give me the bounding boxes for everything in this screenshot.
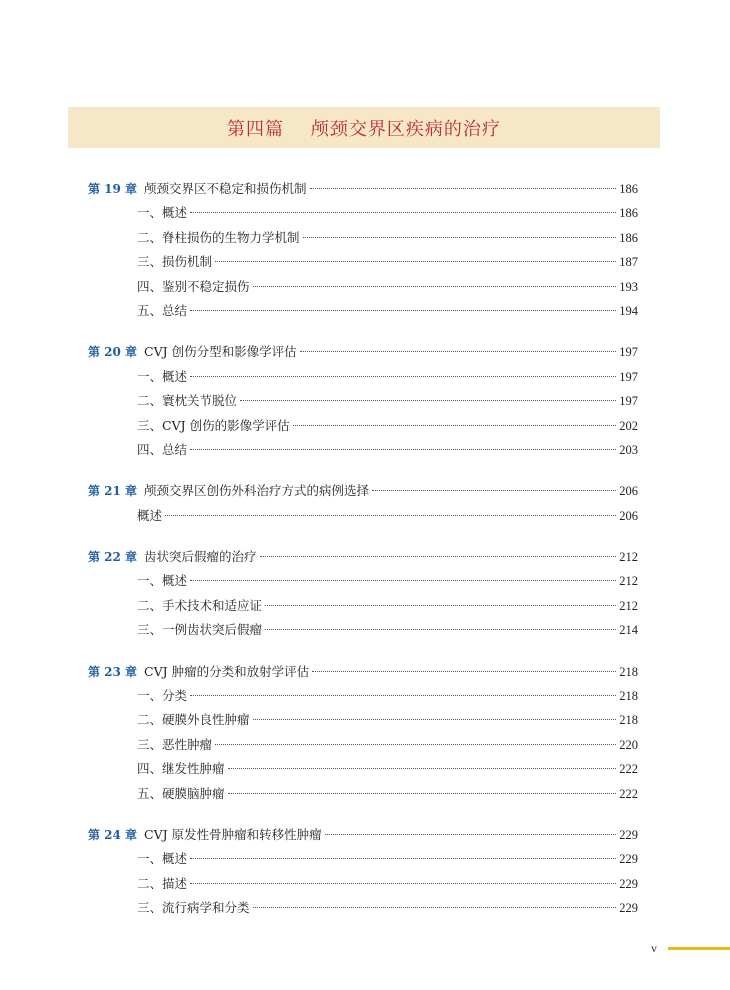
section-title: 二、寰枕关节脱位: [137, 393, 238, 409]
dot-leader: [260, 556, 617, 557]
chapter-number: 第 23 章: [88, 664, 138, 679]
section-title: 三、一例齿状突后假瘤: [137, 622, 263, 638]
section-page: 202: [619, 418, 638, 433]
section-entry[interactable]: [88, 504, 638, 528]
section-page: 222: [619, 786, 638, 801]
section-page: 229: [619, 901, 638, 916]
chapter-title: CVJ 原发性骨肿瘤和转移性肿瘤: [144, 826, 322, 842]
chapter-block: [88, 660, 638, 806]
section-entry[interactable]: [88, 847, 638, 871]
section-title: 四、鉴别不稳定损伤: [137, 278, 250, 294]
chapter-number: 第 19 章: [88, 182, 138, 196]
dot-leader: [372, 490, 616, 491]
section-title: 三、恶性肿瘤: [137, 736, 213, 752]
chapter-entry[interactable]: [88, 545, 638, 569]
section-page: 193: [619, 279, 638, 294]
section-entry[interactable]: [88, 299, 638, 323]
chapter-title: CVJ 创伤分型和影像学评估: [144, 344, 297, 360]
dot-leader: [265, 605, 616, 606]
dot-leader: [190, 376, 616, 377]
dot-leader: [215, 744, 616, 745]
section-page: 187: [619, 255, 638, 270]
dot-leader: [253, 907, 617, 908]
chapter-title: CVJ 肿瘤的分类和放射学评估: [144, 663, 310, 679]
section-title: 概述: [137, 507, 163, 523]
chapter-title: 齿状突后假瘤的治疗: [144, 549, 257, 565]
dot-leader: [265, 629, 616, 630]
section-page: 214: [619, 623, 638, 638]
section-title: 一、概述: [137, 573, 188, 589]
section-title: 一、概述: [137, 368, 188, 384]
chapter-entry[interactable]: [88, 479, 638, 503]
dot-leader: [253, 286, 617, 287]
chapter-entry[interactable]: [88, 340, 638, 364]
section-title: 五、总结: [137, 302, 188, 318]
section-page: 218: [619, 713, 638, 728]
dot-leader: [228, 793, 617, 794]
section-entry[interactable]: [88, 250, 638, 274]
dot-leader: [240, 400, 616, 401]
section-page: 197: [619, 394, 638, 409]
table-of-contents: [88, 177, 638, 938]
section-entry[interactable]: [88, 782, 638, 806]
chapter-page: 186: [619, 182, 638, 196]
section-title: 二、描述: [137, 875, 188, 891]
chapter-block: [88, 545, 638, 643]
section-page: 212: [619, 574, 638, 589]
section-page: 203: [619, 442, 638, 457]
chapter-title: 颅颈交界区创伤外科治疗方式的病例选择: [144, 483, 370, 499]
dot-leader: [215, 261, 616, 262]
section-page: 229: [619, 876, 638, 891]
page-number-accent-bar: [668, 947, 730, 950]
chapter-title: 颅颈交界区不稳定和损伤机制: [144, 181, 307, 196]
dot-leader: [310, 188, 617, 189]
section-title: 四、继发性肿瘤: [137, 761, 225, 777]
dot-leader: [190, 449, 616, 450]
section-entry[interactable]: [88, 569, 638, 593]
dot-leader: [190, 310, 616, 311]
chapter-number: 第 24 章: [88, 827, 138, 842]
section-title: 一、概述: [137, 205, 188, 221]
section-entry[interactable]: [88, 201, 638, 225]
section-title: 一、概述: [137, 851, 188, 867]
chapter-block: [88, 479, 638, 528]
section-page: 212: [619, 598, 638, 613]
section-entry[interactable]: [88, 414, 638, 438]
section-entry[interactable]: [88, 708, 638, 732]
section-entry[interactable]: [88, 618, 638, 642]
chapter-number: 第 20 章: [88, 345, 138, 360]
part-title: 第四篇 颅颈交界区疾病的治疗: [227, 118, 501, 140]
dot-leader: [190, 858, 616, 859]
section-title: 二、手术技术和适应证: [137, 597, 263, 613]
dot-leader: [325, 834, 617, 835]
section-entry[interactable]: [88, 275, 638, 299]
chapter-entry[interactable]: [88, 823, 638, 847]
section-title: 三、流行病学和分类: [137, 900, 250, 916]
chapter-page: 212: [619, 550, 638, 565]
section-entry[interactable]: [88, 365, 638, 389]
dot-leader: [228, 768, 617, 769]
section-entry[interactable]: [88, 757, 638, 781]
page-number: v: [651, 941, 657, 955]
chapter-entry[interactable]: [88, 177, 638, 201]
section-entry[interactable]: [88, 594, 638, 618]
section-title: 一、分类: [137, 688, 188, 704]
section-entry[interactable]: [88, 896, 638, 920]
dot-leader: [190, 695, 616, 696]
chapter-page: 218: [619, 664, 638, 679]
dot-leader: [165, 515, 616, 516]
chapter-block: [88, 340, 638, 462]
chapter-page: 197: [619, 345, 638, 360]
section-entry[interactable]: [88, 684, 638, 708]
section-page: 206: [619, 508, 638, 523]
section-title: 四、总结: [137, 441, 188, 457]
section-entry[interactable]: [88, 226, 638, 250]
dot-leader: [300, 351, 617, 352]
chapter-number: 第 22 章: [88, 550, 138, 565]
chapter-number: 第 21 章: [88, 484, 138, 499]
section-title: 三、损伤机制: [137, 254, 213, 270]
dot-leader: [253, 719, 617, 720]
dot-leader: [190, 212, 616, 213]
section-page: 186: [619, 230, 638, 245]
section-page: 222: [619, 762, 638, 777]
chapter-block: [88, 823, 638, 921]
dot-leader: [303, 237, 617, 238]
section-entry[interactable]: [88, 389, 638, 413]
dot-leader: [190, 883, 616, 884]
dot-leader: [190, 580, 616, 581]
section-entry[interactable]: [88, 438, 638, 462]
section-title: 二、脊柱损伤的生物力学机制: [137, 229, 300, 245]
dot-leader: [293, 425, 617, 426]
section-page: 194: [619, 303, 638, 318]
section-page: 197: [619, 369, 638, 384]
chapter-page: 229: [619, 827, 638, 842]
section-entry[interactable]: [88, 872, 638, 896]
chapter-block: [88, 177, 638, 323]
section-title: 二、硬膜外良性肿瘤: [137, 712, 250, 728]
chapter-page: 206: [619, 484, 638, 499]
section-page: 220: [619, 737, 638, 752]
section-page: 186: [619, 206, 638, 221]
dot-leader: [312, 671, 616, 672]
section-page: 229: [619, 852, 638, 867]
section-title: 三、CVJ 创伤的影像学评估: [137, 417, 290, 433]
section-page: 218: [619, 689, 638, 704]
section-title: 五、硬膜脑肿瘤: [137, 785, 225, 801]
part-banner: [68, 107, 660, 148]
section-entry[interactable]: [88, 733, 638, 757]
chapter-entry[interactable]: [88, 660, 638, 684]
